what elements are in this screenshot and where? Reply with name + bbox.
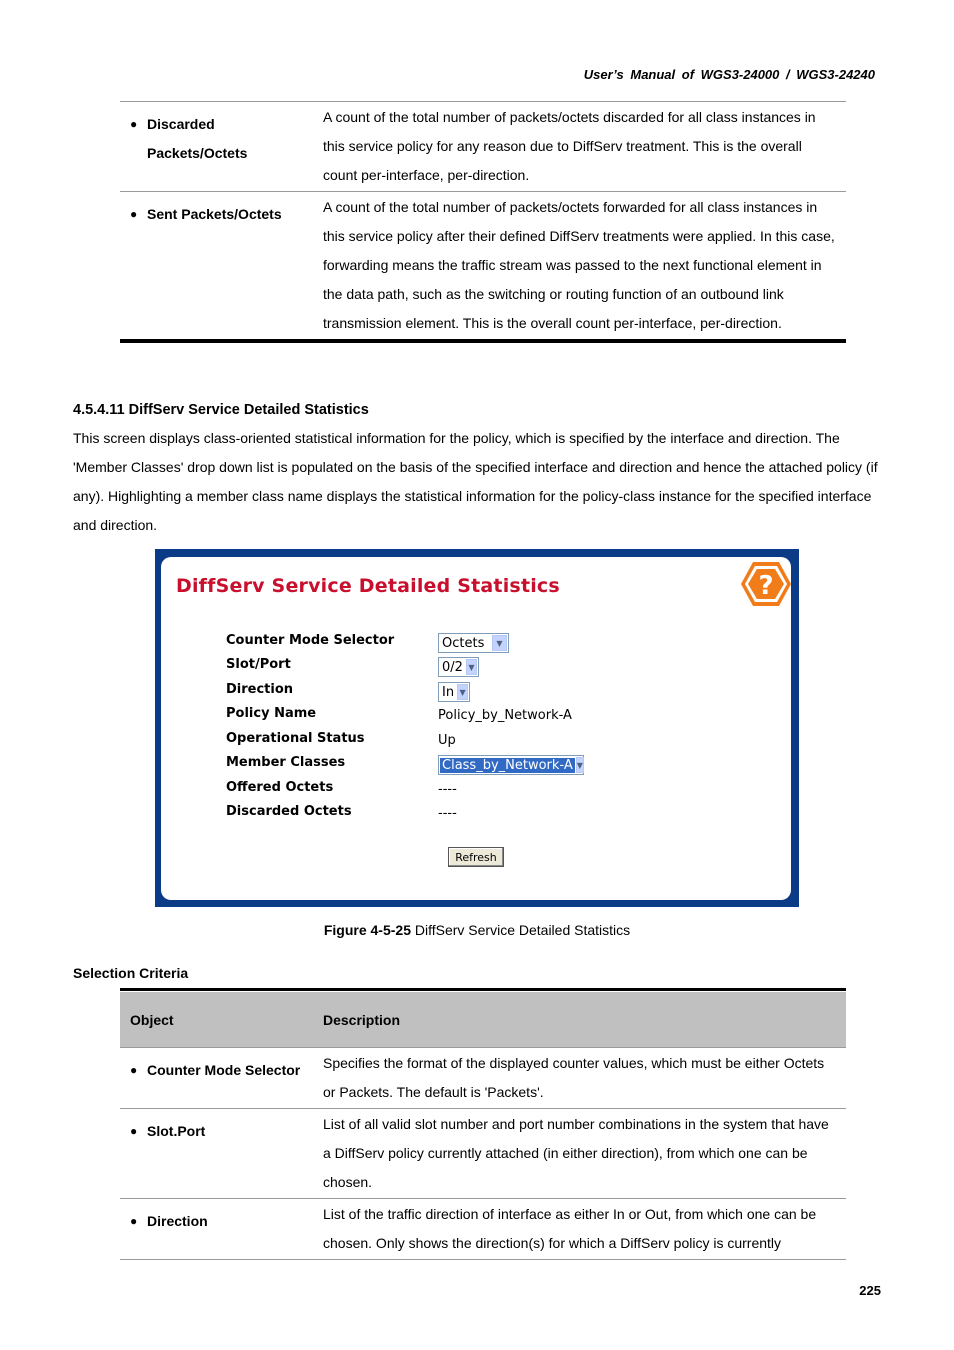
slot-port-select[interactable]: 0/2 ▼ [438,657,479,677]
svg-text:?: ? [758,571,774,601]
bullet-icon: ● [130,1124,138,1138]
member-classes-select[interactable]: Class_by_Network-A ▼ [438,755,584,775]
bullet-icon: ● [130,1063,138,1077]
caption-text: DiffServ Service Detailed Statistics [410,922,631,938]
page-number: 225 [859,1283,881,1298]
table-row [120,1109,846,1199]
statistics-table [120,101,846,342]
selection-criteria-table [120,988,846,1260]
object-description: A count of the total number of packets/octets discarded for all class instances in this service policy for any reason due to DiffServ treatment. This is the overall count per-interface, per-direction. [323,109,816,183]
operational-status-value: Up [438,733,456,748]
selection-criteria-heading: Selection Criteria [73,965,189,981]
header-object: Object [130,1011,174,1028]
figure-caption [0,922,954,938]
counter-mode-select[interactable]: Octets ▼ [438,633,509,653]
screenshot-figure [155,549,799,907]
policy-name-value: Policy_by_Network-A [438,708,572,723]
table-row [120,1048,846,1109]
table-row [120,192,846,342]
object-description: List of all valid slot number and port number combinations in the system that have a DiffServ policy currently attached (in either direction), from which one can be chosen. [323,1116,829,1190]
object-description: Specifies the format of the displayed counter values, which must be either Octets or Packets. The default is 'Packets'. [323,1055,825,1100]
bullet-icon: ● [130,207,138,221]
header-description: Description [323,1011,401,1028]
direction-label: Direction [226,682,294,697]
bullet-icon: ● [130,1214,138,1228]
table-row [120,102,846,192]
discarded-octets-value: ---- [438,806,457,821]
member-classes-label: Member Classes [226,755,346,770]
chevron-down-icon: ▼ [576,757,584,773]
offered-octets-value: ---- [438,782,457,797]
figure-panel [161,557,791,900]
object-name: Sent Packets/Octets [147,206,282,222]
question-mark-icon[interactable] [740,561,792,607]
discarded-octets-label: Discarded Octets [226,804,352,819]
chevron-down-icon: ▼ [492,635,507,651]
bullet-icon: ● [130,117,138,131]
offered-octets-label: Offered Octets [226,780,334,795]
direction-select[interactable]: In ▼ [438,682,470,702]
caption-label: Figure 4-5-25 [323,922,411,938]
table-row [120,1199,846,1260]
object-name: Direction [147,1213,208,1229]
section-title: 4.5.4.11 DiffServ Service Detailed Statistics [73,402,369,418]
page-header: User’s Manual of WGS3-24000 / WGS3-24240 [583,67,875,82]
section-paragraph: This screen displays class-oriented statistical information for the policy, which is specified by the interface and direction. The 'Member Classes' drop down list is populated on the basis of the specified interface and direction and hence the attached policy (if any). Highlighting a member class name displays the statistical information for the policy-class instance for the specified interface and direction. [73,430,878,533]
operational-status-label: Operational Status [226,731,365,746]
counter-mode-label: Counter Mode Selector [226,633,395,648]
slot-port-label: Slot/Port [226,657,291,672]
chevron-down-icon: ▼ [457,684,468,700]
object-name: Slot.Port [147,1123,206,1139]
object-description: A count of the total number of packets/octets forwarded for all class instances in this service policy after their defined DiffServ treatments were applied. In this case, forwarding means the traffic stream was passed to the next functional element in the data path, such as the switching or routing function of an outbound link transmission element. This is the overall count per-interface, per-direction. [323,199,835,331]
table-header [120,991,846,1048]
refresh-button[interactable]: Refresh [448,847,504,867]
policy-name-label: Policy Name [226,706,317,721]
object-name: Counter Mode Selector [147,1062,301,1078]
object-name: Discarded Packets/Octets [147,116,248,161]
object-description: List of the traffic direction of interface as either In or Out, from which one can be chosen. Only shows the direction(s) for which a DiffServ policy is currently [323,1206,817,1251]
chevron-down-icon: ▼ [466,659,477,675]
figure-title: DiffServ Service Detailed Statistics [176,575,560,597]
